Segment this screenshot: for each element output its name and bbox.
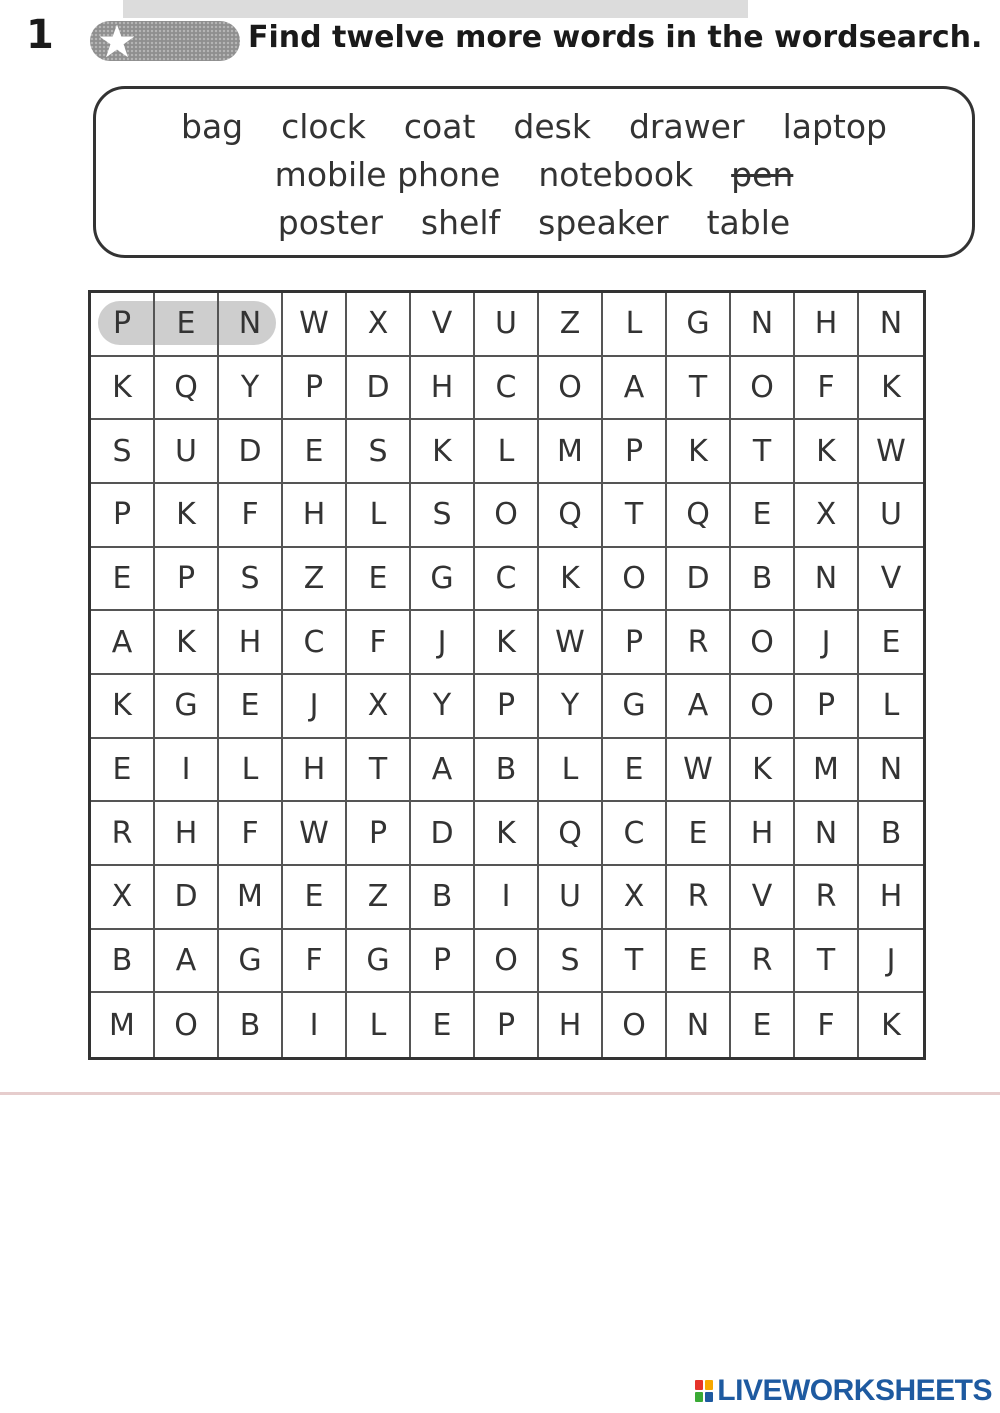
grid-cell[interactable]: L	[475, 420, 539, 484]
exercise-number: 1	[26, 12, 54, 58]
grid-cell[interactable]: F	[283, 930, 347, 994]
word-list-item: mobile phone	[274, 155, 501, 194]
grid-cell[interactable]: K	[155, 611, 219, 675]
grid-cell[interactable]: R	[667, 866, 731, 930]
grid-cell[interactable]: L	[347, 484, 411, 548]
grid-cell[interactable]: B	[859, 802, 923, 866]
grid-cell[interactable]: A	[411, 739, 475, 803]
grid-cell[interactable]: T	[795, 930, 859, 994]
grid-cell[interactable]: F	[347, 611, 411, 675]
grid-cell[interactable]: H	[539, 993, 603, 1057]
grid-cell[interactable]: Y	[411, 675, 475, 739]
grid-cell[interactable]: D	[219, 420, 283, 484]
grid-cell[interactable]: P	[91, 484, 155, 548]
grid-cell[interactable]: G	[155, 675, 219, 739]
grid-cell[interactable]: B	[731, 548, 795, 612]
grid-cell[interactable]: W	[283, 293, 347, 357]
grid-cell[interactable]: P	[91, 293, 155, 357]
grid-cell[interactable]: S	[91, 420, 155, 484]
grid-cell[interactable]: Y	[219, 357, 283, 421]
grid-cell[interactable]: Q	[539, 802, 603, 866]
grid-cell[interactable]: E	[219, 675, 283, 739]
grid-cell[interactable]: A	[91, 611, 155, 675]
grid-cell[interactable]: O	[603, 993, 667, 1057]
grid-cell[interactable]: L	[859, 675, 923, 739]
grid-cell[interactable]: P	[155, 548, 219, 612]
grid-cell[interactable]: X	[91, 866, 155, 930]
grid-cell[interactable]: E	[91, 548, 155, 612]
grid-cell[interactable]: C	[475, 357, 539, 421]
grid-cell[interactable]: X	[347, 675, 411, 739]
grid-cell[interactable]: M	[795, 739, 859, 803]
grid-cell[interactable]: D	[411, 802, 475, 866]
grid-cell[interactable]: O	[731, 675, 795, 739]
grid-cell[interactable]: B	[411, 866, 475, 930]
grid-cell[interactable]: X	[347, 293, 411, 357]
grid-cell[interactable]: M	[91, 993, 155, 1057]
logo-square	[705, 1392, 713, 1402]
grid-cell[interactable]: P	[603, 611, 667, 675]
grid-cell[interactable]: A	[155, 930, 219, 994]
word-list-item: bag	[181, 107, 244, 146]
grid-cell[interactable]: G	[411, 548, 475, 612]
grid-cell[interactable]: J	[795, 611, 859, 675]
grid-cell[interactable]: J	[411, 611, 475, 675]
grid-cell[interactable]: E	[667, 930, 731, 994]
grid-cell[interactable]: T	[667, 357, 731, 421]
grid-cell[interactable]: L	[219, 739, 283, 803]
grid-cell[interactable]: O	[155, 993, 219, 1057]
grid-cell[interactable]: W	[283, 802, 347, 866]
grid-cell[interactable]: R	[667, 611, 731, 675]
grid-cell[interactable]: K	[91, 675, 155, 739]
grid-cell[interactable]: K	[411, 420, 475, 484]
grid-cell[interactable]: E	[155, 293, 219, 357]
grid-cell[interactable]: I	[283, 993, 347, 1057]
grid-cell[interactable]: X	[603, 866, 667, 930]
grid-cell[interactable]: P	[283, 357, 347, 421]
grid-cell[interactable]: H	[411, 357, 475, 421]
grid-cell[interactable]: D	[347, 357, 411, 421]
star-icon	[100, 25, 134, 57]
grid-cell[interactable]: S	[539, 930, 603, 994]
grid-cell[interactable]: F	[219, 484, 283, 548]
instruction: Find twelve more words in the wordsearch.	[248, 20, 983, 55]
logo-square	[705, 1380, 713, 1390]
grid-cell[interactable]: O	[539, 357, 603, 421]
grid-cell[interactable]: K	[667, 420, 731, 484]
grid-cell[interactable]: P	[603, 420, 667, 484]
grid-cell[interactable]: L	[603, 293, 667, 357]
grid-cell[interactable]: S	[219, 548, 283, 612]
grid-cell[interactable]: B	[219, 993, 283, 1057]
grid-cell[interactable]: N	[219, 293, 283, 357]
grid-cell[interactable]: S	[347, 420, 411, 484]
liveworksheets-logo-icon	[695, 1380, 713, 1402]
grid-cell[interactable]: X	[795, 484, 859, 548]
grid-cell[interactable]: C	[283, 611, 347, 675]
word-list-item: pen	[731, 155, 794, 194]
grid-cell[interactable]: K	[475, 802, 539, 866]
brand-name: LIVEWORKSHEETS	[717, 1374, 992, 1407]
word-list-line	[96, 155, 972, 194]
grid-cell[interactable]: R	[795, 866, 859, 930]
grid-cell[interactable]: U	[155, 420, 219, 484]
brand[interactable]	[695, 1374, 992, 1408]
grid-cell[interactable]: N	[795, 802, 859, 866]
logo-square	[695, 1392, 703, 1402]
grid-cell[interactable]: H	[859, 866, 923, 930]
grid-cell[interactable]: N	[795, 548, 859, 612]
grid-cell[interactable]: N	[859, 293, 923, 357]
divider	[0, 1092, 1000, 1095]
grid-cell[interactable]: H	[219, 611, 283, 675]
grid-cell[interactable]: O	[475, 930, 539, 994]
grid-cell[interactable]: H	[155, 802, 219, 866]
grid-cell[interactable]: P	[475, 993, 539, 1057]
grid-cell[interactable]: N	[859, 739, 923, 803]
grid-cell[interactable]: R	[91, 802, 155, 866]
grid-cell[interactable]: T	[347, 739, 411, 803]
grid-cell[interactable]: M	[539, 420, 603, 484]
word-list-item: notebook	[538, 155, 694, 194]
grid-cell[interactable]: H	[283, 739, 347, 803]
grid-cell[interactable]: N	[667, 993, 731, 1057]
grid-cell[interactable]: G	[667, 293, 731, 357]
grid-cell[interactable]: V	[731, 866, 795, 930]
grid-cell[interactable]: E	[731, 993, 795, 1057]
grid-cell[interactable]: I	[475, 866, 539, 930]
grid-cell[interactable]: J	[859, 930, 923, 994]
grid-cell[interactable]: V	[411, 293, 475, 357]
grid-cell[interactable]: E	[603, 739, 667, 803]
grid-cell[interactable]: O	[603, 548, 667, 612]
grid-cell[interactable]: Y	[539, 675, 603, 739]
grid-cell[interactable]: L	[347, 993, 411, 1057]
grid-cell[interactable]: Q	[667, 484, 731, 548]
word-list-item: clock	[281, 107, 366, 146]
word-list-line	[96, 107, 972, 146]
grid-cell[interactable]: G	[219, 930, 283, 994]
grid-cell[interactable]: Z	[347, 866, 411, 930]
grid-cell[interactable]: N	[731, 293, 795, 357]
grid-cell[interactable]: P	[795, 675, 859, 739]
top-bar	[123, 0, 748, 18]
grid-cell[interactable]: O	[731, 611, 795, 675]
grid-cell[interactable]: K	[859, 357, 923, 421]
grid-cell[interactable]: E	[411, 993, 475, 1057]
grid-cell[interactable]: R	[731, 930, 795, 994]
grid-cell[interactable]: K	[881, 1007, 901, 1043]
grid-cell[interactable]: E	[283, 866, 347, 930]
grid-cell[interactable]: H	[283, 484, 347, 548]
grid-cell[interactable]: W	[859, 420, 923, 484]
grid-cell[interactable]: V	[859, 548, 923, 612]
grid-cell[interactable]: K	[539, 548, 603, 612]
grid-cell[interactable]: O	[731, 357, 795, 421]
grid-cell[interactable]: K	[731, 739, 795, 803]
grid-cell[interactable]: U	[539, 866, 603, 930]
grid-cell[interactable]: K	[795, 420, 859, 484]
word-list-item: desk	[513, 107, 591, 146]
grid-cell[interactable]: S	[411, 484, 475, 548]
grid-cell[interactable]: H	[731, 802, 795, 866]
grid-cell[interactable]: Q	[155, 357, 219, 421]
grid-cell[interactable]: K	[475, 611, 539, 675]
word-list-item: poster	[277, 203, 383, 242]
word-list-item: speaker	[538, 203, 669, 242]
grid-cell[interactable]: B	[475, 739, 539, 803]
grid-cell[interactable]: L	[539, 739, 603, 803]
grid-cell[interactable]: K	[155, 484, 219, 548]
grid-cell[interactable]: W	[539, 611, 603, 675]
grid-cell[interactable]: E	[91, 739, 155, 803]
grid-cell[interactable]: O	[475, 484, 539, 548]
grid-cell[interactable]: E	[667, 802, 731, 866]
grid-cell[interactable]: T	[603, 930, 667, 994]
grid-cell[interactable]: W	[667, 739, 731, 803]
wordsearch-grid[interactable]	[88, 290, 926, 1060]
grid-cell[interactable]: P	[347, 802, 411, 866]
grid-cell[interactable]: D	[667, 548, 731, 612]
grid-cell[interactable]: I	[155, 739, 219, 803]
grid-cell[interactable]: E	[347, 548, 411, 612]
word-list-item: laptop	[782, 107, 887, 146]
grid-cell[interactable]: Z	[283, 548, 347, 612]
word-list-line	[96, 203, 972, 242]
grid-cell[interactable]: J	[283, 675, 347, 739]
grid-cell[interactable]: A	[603, 357, 667, 421]
grid-cell[interactable]: F	[795, 993, 859, 1057]
grid-cell[interactable]: A	[667, 675, 731, 739]
grid-cell[interactable]: P	[475, 675, 539, 739]
grid-cell[interactable]: K	[91, 357, 155, 421]
logo-square	[695, 1380, 703, 1390]
grid-cell[interactable]: M	[219, 866, 283, 930]
grid-cell[interactable]: D	[155, 866, 219, 930]
grid-cell[interactable]: F	[219, 802, 283, 866]
grid-cell[interactable]: Z	[539, 293, 603, 357]
grid-cell[interactable]: U	[475, 293, 539, 357]
word-list-box	[93, 86, 975, 258]
grid-cell[interactable]: T	[603, 484, 667, 548]
grid-cell[interactable]: B	[91, 930, 155, 994]
word-list-item: shelf	[420, 203, 501, 242]
grid-cell[interactable]: P	[411, 930, 475, 994]
grid-cell[interactable]: F	[795, 357, 859, 421]
word-list-item: drawer	[628, 107, 745, 146]
grid-cell[interactable]: E	[283, 420, 347, 484]
grid-cell[interactable]: E	[859, 611, 923, 675]
grid-cell[interactable]: E	[731, 484, 795, 548]
grid-cell[interactable]: H	[795, 293, 859, 357]
grid-cell[interactable]: G	[347, 930, 411, 994]
grid-cell[interactable]: C	[603, 802, 667, 866]
grid-cell[interactable]: T	[731, 420, 795, 484]
grid-cell[interactable]: G	[603, 675, 667, 739]
difficulty-badge	[90, 21, 240, 61]
word-list-item: coat	[403, 107, 476, 146]
grid-cell[interactable]: U	[859, 484, 923, 548]
grid-cell[interactable]: Q	[539, 484, 603, 548]
grid-cell[interactable]: C	[475, 548, 539, 612]
word-list-item: table	[706, 203, 791, 242]
